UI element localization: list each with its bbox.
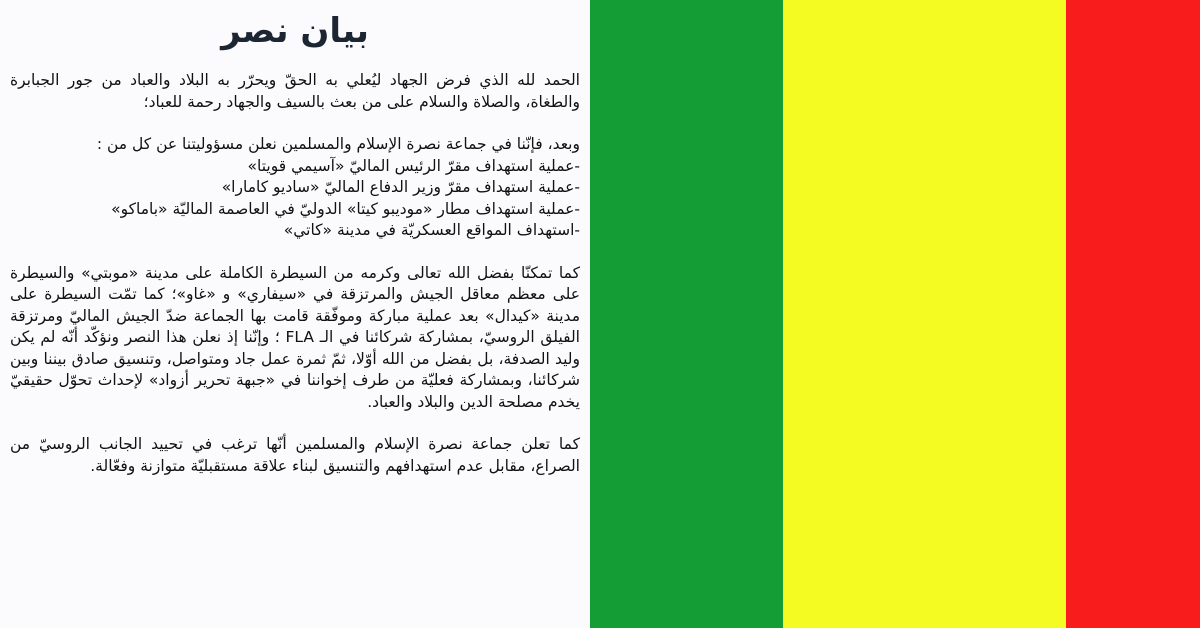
mali-flag [590,0,1200,628]
closing-text: كما تعلن جماعة نصرة الإسلام والمسلمين أنّها ترغب في تحييد الجانب الروسيّ من الصراع، مقابل عدم استهدافهم والتنسيق لبناء علاقة مستقبليّة متوازنة وفعّالة. [10,435,580,475]
opening-text: الحمد لله الذي فرض الجهاد ليُعلي به الحقّ ويحرّر به البلاد والعباد من جور الجبابرة والطغاة، والصلاة والسلام على من بعث بالسيف والجهاد رحمة للعباد؛ [10,71,580,111]
operation-item: -استهداف المواقع العسكريّة في مدينة «كاتي» [283,221,580,239]
claims-paragraph [10,134,580,242]
flag-stripe-green [590,0,783,628]
control-paragraph [10,263,580,414]
operations-list [10,156,580,242]
closing-paragraph [10,434,580,477]
flag-stripe-red [1066,0,1200,628]
flag-stripe-yellow [783,0,1066,628]
control-text: كما تمكنّا بفضل الله تعالى وكرمه من السيطرة الكاملة على مدينة «موبتي» والسيطرة على معظم معاقل الجيش والمرتزقة في «سيفاري» و «غاو»؛ كما تمّت السيطرة على مدينة «كيدال» بعد عملية مباركة وموفّقة قامت بها الجماعة ضدّ الجيش الماليّ ومرتزقة الفيلق الروسيّ، بمشاركة شركائنا في الـ FLA ؛ وإنّنا إذ نعلن هذا النصر ونؤكّد أنّه لم يكن وليد الصدفة، بل بفضل من الله أوّلا، ثمّ ثمرة عمل جاد ومتواصل، وتنسيق صادق بيننا وبين شركائنا، وبمشاركة فعليّة من طرف إخواننا في «جبهة تحرير أزواد» لإحداث تحوّل حقيقيّ يخدم مصلحة الدين والبلاد والعباد. [10,263,580,411]
statement-title: بيان نصر [221,11,369,51]
statement-body [10,70,580,498]
operation-item: -عملية استهداف مقرّ الرئيس الماليّ «آسيمي قويتا» [247,156,580,175]
opening-paragraph [10,70,580,113]
intro-text: وبعد، فإنّنا في جماعة نصرة الإسلام والمسلمين نعلن مسؤوليتنا عن كل من : [96,135,580,153]
statement-document [0,0,590,628]
operation-item: -عملية استهداف مطار «موديبو كيتا» الدوليّ في العاصمة الماليّة «باماكو» [111,199,580,218]
operation-item: -عملية استهداف مقرّ وزير الدفاع الماليّ «ساديو كامارا» [221,178,580,196]
